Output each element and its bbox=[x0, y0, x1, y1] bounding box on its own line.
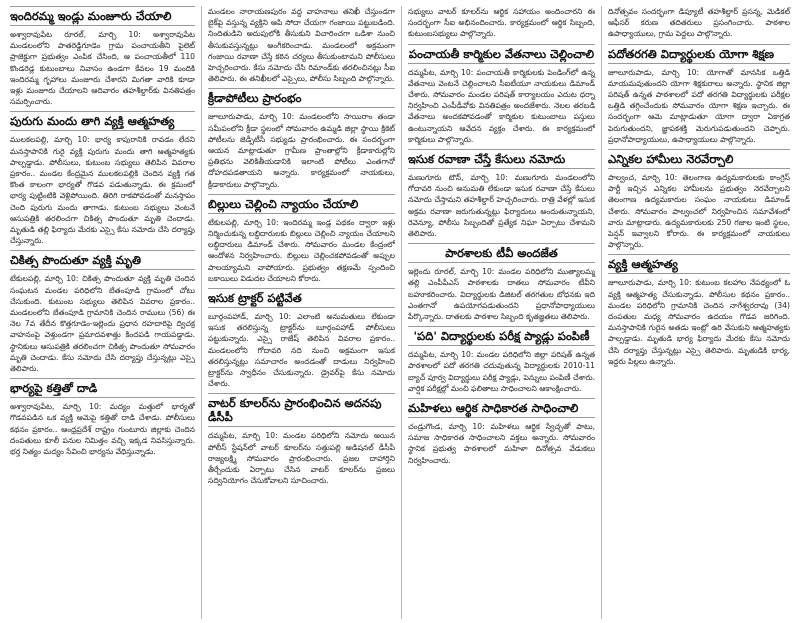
story-body: మండలం నారాయణపురం వద్ద వాహనాలు తనిఖీ చేస్తుండగా బైక్‌పై వస్తున్న వ్యక్తిని ఆపి సోదా చేయగా గంజాయి పట్టుబడింది. నిందితుడిని అదుపులోకి తీసుకుని విచారించగా ఒడిశా నుంచి తీసుకువస్తున్నట్లు అంగీకరించాడు. మండలంలో అక్రమంగా గంజాయి రవాణా చేస్తే కఠిన చర్యలు తీసుకుంటామని పోలీసులు హెచ్చరించారు. కేసు నమోదు చేసి రిమాండ్‌కు తరలించినట్లు సీఐ తెలిపారు. ఈ తనిఖీలలో ఎస్సైలు, పోలీసు సిబ్బంది పాల్గొన్నారు. bbox=[208, 7, 395, 84]
story-headline: చికిత్స పొందుతూ వ్యక్తి మృతి bbox=[10, 250, 195, 270]
story-body: దమ్మపేట, మార్చి 10: మండల పరిధిలోని జిల్లా పరిషత్ ఉన్నత పాఠశాలలో పదో తరగతి చదువుతున్న విద్యార్థులకు 2010-11 బ్యాచ్ పూర్వ విద్యార్థులు పరీక్ష ప్యాడ్లు, పెన్నులు పంపిణీ చేశారు. వార్షిక పరీక్షల్లో మంచి ఫలితాలు సాధించాలని ఆకాంక్షించారు. bbox=[408, 350, 595, 393]
story-body: దమ్మపేట, మార్చి 10: మండల పరిధిలోని నమోదు అయిన పోలీస్ స్టేషన్‌లో వాటర్ కూలర్‌ను సత్తుపల్లి అడిషనల్ డీసీపీ రాజ్యలక్ష్మి సోమవారం ప్రారంభించారు. ప్రజల దాహార్తిని తీర్చేందుకు ఏర్పాటు చేసిన వాటర్ కూలర్‌ను ప్రజలు సద్వినియోగం చేసుకోవాలని సూచించారు. bbox=[208, 431, 395, 486]
story-body: బూర్గంపహాడ్, మార్చి 10: ఎలాంటి అనుమతులు లేకుండా ఇసుక తరలిస్తున్న ట్రాక్టర్‌ను బూర్గంపహాడ్ పోలీసులు పట్టుకున్నారు. ఎస్సై రాజేష్ తెలిపిన వివరాల ప్రకారం.. మండలంలోని గోదావరి నది నుంచి అక్రమంగా ఇసుక తరలిస్తున్నట్లు సమాచారం అందడంతో దాడులు నిర్వహించి ట్రాక్టర్‌ను స్వాధీనం చేసుకున్నారు. డ్రైవర్‌పై కేసు నమోదు చేశారు. bbox=[208, 312, 395, 389]
story bbox=[408, 326, 595, 394]
story bbox=[10, 6, 195, 107]
story-headline: 'పది' విద్యార్థులకు పరీక్ష ప్యాడ్లు పంపిణీ bbox=[408, 326, 595, 346]
story-body: సభ్యులు వాటర్ కూలర్‌ను ఆర్థిక సహాయం అందించారని ఈ సందర్భంగా సీఐ అభినందించారు. కార్యక్రమంలో ఆర్థిక సిబ్బంది, కుటుంబసభ్యులు పాల్గొన్నారు. bbox=[408, 7, 595, 39]
story-headline: క్రీడాపోటీలు ప్రారంభం bbox=[208, 88, 395, 108]
story bbox=[10, 378, 195, 457]
story-body: టేకులపల్లి, మార్చి 10: చికిత్స పొందుతూ వ్యక్తి మృతి చెందిన సంఘటన మండల పరిధిలోని బేతంపూడి గ్రామంలో చోటు చేసుకుంది. కుటుంబ సభ్యులు తెలిపిన వివరాల ప్రకారం.. మండలంలోని బేతంపూడి గ్రామానికి చెందిన రాములు (56) ఈ నెల 7వ తేదీన కొత్తగూడెం-ఇల్లెందు ప్రధాన రహదారిపై ద్విచక్ర వాహనంపై వెళ్తుండగా ప్రమాదవశాత్తు కిందపడి గాయపడ్డాడు. స్థానికులు ఆసుపత్రికి తరలించగా చికిత్స పొందుతూ సోమవారం మృతి చెందాడు. కేసు నమోదు చేసి దర్యాప్తు చేస్తున్నట్లు ఎస్సై తెలిపారు. bbox=[10, 274, 195, 374]
story-headline: ఎన్నికల హామీలు నెరవేర్చాలి bbox=[608, 149, 790, 169]
column-3 bbox=[402, 6, 602, 619]
story-headline: వ్యక్తి ఆత్మహత్య bbox=[608, 254, 790, 274]
story-body: చండ్రుగొండ, మార్చి 10: మహిళలు ఆర్థిక స్వేచ్ఛతో పాటు, సమాజ సాధికారత సాధించాలని వక్తలు అన్నారు. సోమవారం స్థానిక ప్రభుత్వ పాఠశాలలో మహిళా దినోత్సవ వేడుకలు నిర్వహించారు. bbox=[408, 422, 595, 465]
story bbox=[208, 288, 395, 389]
story bbox=[208, 194, 395, 284]
column-1 bbox=[4, 6, 202, 619]
story-headline: మహిళలు ఆర్థిక సాధికారత సాధించాలి bbox=[408, 398, 595, 418]
story-body: జూలూరుపాడు, మార్చి 10: మండలంలోని సాయిరాం తండా సమీపంలోని క్రీడా స్థలంలో సోమవారం ఉమ్మడి జిల్లా స్థాయి క్రికెట్ పోటీలను జెడ్పీటీసీ సభ్యుడు ప్రారంభించారు. ఈ సందర్భంగా ఆయన మాట్లాడుతూ గ్రామీణ ప్రాంతాల్లోని క్రీడాకారుల్లోని ప్రతిభను వెలికితీయడానికి ఇలాంటి పోటీలు ఎంతగానో దోహదపడతాయని అన్నారు. కార్యక్రమంలో నాయకులు, క్రీడాకారులు పాల్గొన్నారు. bbox=[208, 112, 395, 189]
story bbox=[208, 88, 395, 189]
story-body: దమ్మపేట, మార్చి 10: పంచాయతీ కార్మికులకు పెండింగ్‌లో ఉన్న వేతనాలు వెంటనే చెల్లించాలని సీఐటీయూ నాయకులు డిమాండ్ చేశారు. సోమవారం మండల పరిషత్ కార్యాలయం ఎదుట ధర్నా నిర్వహించి ఎంపీడీవోకు వినతిపత్రం అందజేశారు. నెలల తరబడి వేతనాలు అందకపోవడంతో కార్మికుల కుటుంబాలు పస్తులు ఉంటున్నాయని ఆవేదన వ్యక్తం చేశారు. ఈ కార్యక్రమంలో కార్మికులు పాల్గొన్నారు. bbox=[408, 67, 595, 144]
story-body: అశ్వారావుపేట రూరల్, మార్చి 10: అశ్వారావుపేట మండలంలోని పాతరెడ్డిగూడెం గ్రామ పంచాయతీని పైలెట్ ప్రాజెక్టుగా ప్రభుత్వం ఎంపిక చేసింది, ఆ పంచాయతీలో 110 కొండరెడ్ల కుటుంబాలు నివాసం ఉండగా కేవలం 19 మందికి ఇందిరమ్మ గృహాలు మంజూరు చేశారని మిగతా వారికి కూడా ఇళ్లు మంజూరు చేయాలని ఆదివారం తహశీల్దార్‌కు వినతిపత్రం సమర్పించారు. bbox=[10, 30, 195, 107]
story bbox=[608, 149, 790, 250]
story bbox=[208, 393, 395, 486]
column-4 bbox=[602, 6, 796, 619]
story-body: ఇల్లెందు రూరల్, మార్చి 10: మండల పరిధిలోని ముత్యాలమ్మ తల్లి ఎంపీపీఎస్ పాఠశాలకు దాతలు సోమవారం టీవీని బహూకరించారు. విద్యార్థులకు డిజిటల్ తరగతుల బోధనకు ఇది ఎంతగానో ఉపయోగపడుతుందని ప్రధానోపాధ్యాయులు పేర్కొన్నారు. దాతలకు పాఠశాల సిబ్బంది కృతజ్ఞతలు తెలిపారు. bbox=[408, 267, 595, 322]
story-body: జూలూరుపాడు, మార్చి 10: కుటుంబ కలహాల నేపథ్యంలో ఓ వ్యక్తి ఆత్మహత్య చేసుకున్నాడు. పోలీసుల కథనం ప్రకారం.. మండల పరిధిలోని గ్రామానికి చెందిన నాగేశ్వరరావు (34) దంపతుల మధ్య సోమవారం ఉదయం గొడవ జరిగింది. మనస్తాపానికి గురైన అతడు ఇంట్లో ఉరి వేసుకుని ఆత్మహత్యకు పాల్పడ్డాడు. మృతుడి భార్య ఫిర్యాదు మేరకు కేసు నమోదు చేసి దర్యాప్తు చేస్తున్నట్లు ఎస్సై తెలిపారు. మృతుడికి భార్య, ఇద్దరు పిల్లలు ఉన్నారు. bbox=[608, 278, 790, 366]
story bbox=[608, 44, 790, 145]
story-headline: పురుగు మందు తాగి వ్యక్తి ఆత్మహత్య bbox=[10, 111, 195, 131]
column-2 bbox=[202, 6, 402, 619]
story-continued bbox=[408, 6, 595, 40]
story-headline: వాటర్ కూలర్‌ను ప్రారంభించిన అదనపు డీసీపీ bbox=[208, 393, 395, 427]
story-headline: ఇసుక ట్రాక్టర్ పట్టివేత bbox=[208, 288, 395, 308]
story-headline: ఇసుక రవాణా చేస్తే కేసులు నమోదు bbox=[408, 149, 595, 169]
story bbox=[608, 254, 790, 367]
story-continued bbox=[208, 6, 395, 84]
story-headline: పారశాలకు టీవీ అందజేత bbox=[408, 243, 595, 263]
story bbox=[408, 149, 595, 239]
story-body: అశ్వారావుపేట, మార్చి 10: మద్యం మత్తులో భార్యతో గొడవపడిన ఒక వ్యక్తి ఆమెపై కత్తితో దాడి చేశాడు. పోలీసులు కథనం ప్రకారం.. ఆంధ్రప్రదేశ్ రాష్ట్రం గుంటూరు జిల్లాకు చెందిన దంపతులు కూలీ పనుల నిమిత్తం వచ్చి ఇక్కడ నివసిస్తున్నారు. భర్త నిత్యం మద్యం సేవించి భార్యను వేధిస్తున్నాడు. bbox=[10, 402, 195, 457]
story-body: దినోత్సవం సందర్భంగా డిప్యూటీ తహశీల్దార్ ప్రసన్న, మెడికల్ ఆఫీసర్ కరుణ తదితరులు ప్రసంగించారు. పాఠశాల ఉపాధ్యాయులు, గ్రామ పెద్దలు పాల్గొన్నారు. bbox=[608, 7, 790, 39]
story-body: టేకులపల్లి, మార్చి 10: ఇందిరమ్మ ఇండ్ల పథకం ద్వారా ఇళ్లు నిర్మించుకున్న లబ్ధిదారులకు బిల్లులు చెల్లించి న్యాయం చేయాలని లబ్ధిదారులు డిమాండ్ చేశారు. సోమవారం మండల కేంద్రంలో ఆందోళన నిర్వహించారు. బిల్లులు చెల్లించకపోవడంతో అప్పుల పాలయ్యామని వాపోయారు. ప్రభుత్వం తక్షణమే స్పందించి బకాయిలు విడుదల చేయాలని కోరారు. bbox=[208, 217, 395, 283]
story-body: మణుగూరు టౌన్, మార్చి 10: మణుగూరు మండలంలోని గోదావరి నుంచి అనుమతి లేకుండా ఇసుక రవాణా చేస్తే కేసులు నమోదు చేస్తామని తహశీల్దార్ హెచ్చరించారు. రాత్రి వేళల్లో ఇసుక అక్రమ రవాణా జరుగుతున్నట్లు ఫిర్యాదులు అందుతున్నాయని, రెవెన్యూ, పోలీసు సిబ్బందితో ప్రత్యేక నిఘా ఏర్పాటు చేశామని తెలిపారు. bbox=[408, 173, 595, 239]
story bbox=[408, 398, 595, 466]
story-headline: బిల్లులు చెల్లించి న్యాయం చేయాలి bbox=[208, 194, 395, 214]
story-headline: ఇందిరమ్మ ఇండ్లు మంజూరు చేయాలి bbox=[10, 6, 195, 26]
story-body: పాల్వంచ, మార్చి 10: తెలంగాణ ఉద్యమకారులకు కాంగ్రెస్ పార్టీ ఇచ్చిన ఎన్నికల హామీలను ప్రభుత్వం నెరవేర్చాలని తెలంగాణ ఉద్యమకారుల సంఘం నాయకులు డిమాండ్ చేశారు. సోమవారం పాల్వంచలో నిర్వహించిన సమావేశంలో వారు మాట్లాడారు. ఉద్యమకారులకు 250 గజాల ఇంటి స్థలం, పెన్షన్ ఇవ్వాలని కోరారు. ఈ కార్యక్రమంలో నాయకులు పాల్గొన్నారు. bbox=[608, 173, 790, 250]
story bbox=[408, 243, 595, 322]
story-body: ములకలపల్లి, మార్చి 10: భార్య కాపురానికి రావడం లేదని మనస్తాపానికి గురై వ్యక్తి పురుగు మందు తాగి ఆత్మహత్యకు పాల్పడ్డాడు. పోలీసులు, కుటుంబ సభ్యులు తెలిపిన వివరాల ప్రకారం.. మండల కేంద్రమైన ములకలపల్లికి చెందిన వ్యక్తి గత కొంత కాలంగా భార్యతో గొడవ పడుతున్నాడు. ఈ క్రమంలో భార్య పుట్టింటికి వెళ్లిపోయింది. తిరిగి రాకపోవడంతో మనస్తాపం చెంది పురుగు మందు తాగాడు. కుటుంబ సభ్యులు వెంటనే ఆసుపత్రికి తరలించగా చికిత్స పొందుతూ మృతి చెందాడు. మృతుడి తల్లి ఫిర్యాదు మేరకు ఎస్సై కేసు నమోదు చేసి దర్యాప్తు చేస్తున్నారు. bbox=[10, 135, 195, 246]
story bbox=[408, 44, 595, 145]
story-body: జూలూరుపాడు, మార్చి 10: యోగాతో మానసిక ఒత్తిడి మాయమవుతుందని యోగా శిక్షకురాలు అన్నారు. స్థానిక జిల్లా పరిషత్ ఉన్నత పాఠశాలలో పదో తరగతి విద్యార్థులకు పరీక్షల ఒత్తిడి తగ్గించేందుకు సోమవారం యోగా శిక్షణ ఇచ్చారు. ఈ సందర్భంగా ఆమె మాట్లాడుతూ యోగా ద్వారా ఏకాగ్రత పెరుగుతుందని, జ్ఞాపకశక్తి మెరుగుపడుతుందని చెప్పారు. ప్రధానోపాధ్యాయులు, ఉపాధ్యాయులు పాల్గొన్నారు. bbox=[608, 67, 790, 144]
story bbox=[10, 111, 195, 246]
story-headline: భార్యపై కత్తితో దాడి bbox=[10, 378, 195, 398]
story-headline: పంచాయతీ కార్మికుల వేతనాలు చెల్లించాలి bbox=[408, 44, 595, 64]
story-continued bbox=[608, 6, 790, 40]
story bbox=[10, 250, 195, 374]
story-headline: పదోతరగతి విద్యార్థులకు యోగా శిక్షణ bbox=[608, 44, 790, 64]
